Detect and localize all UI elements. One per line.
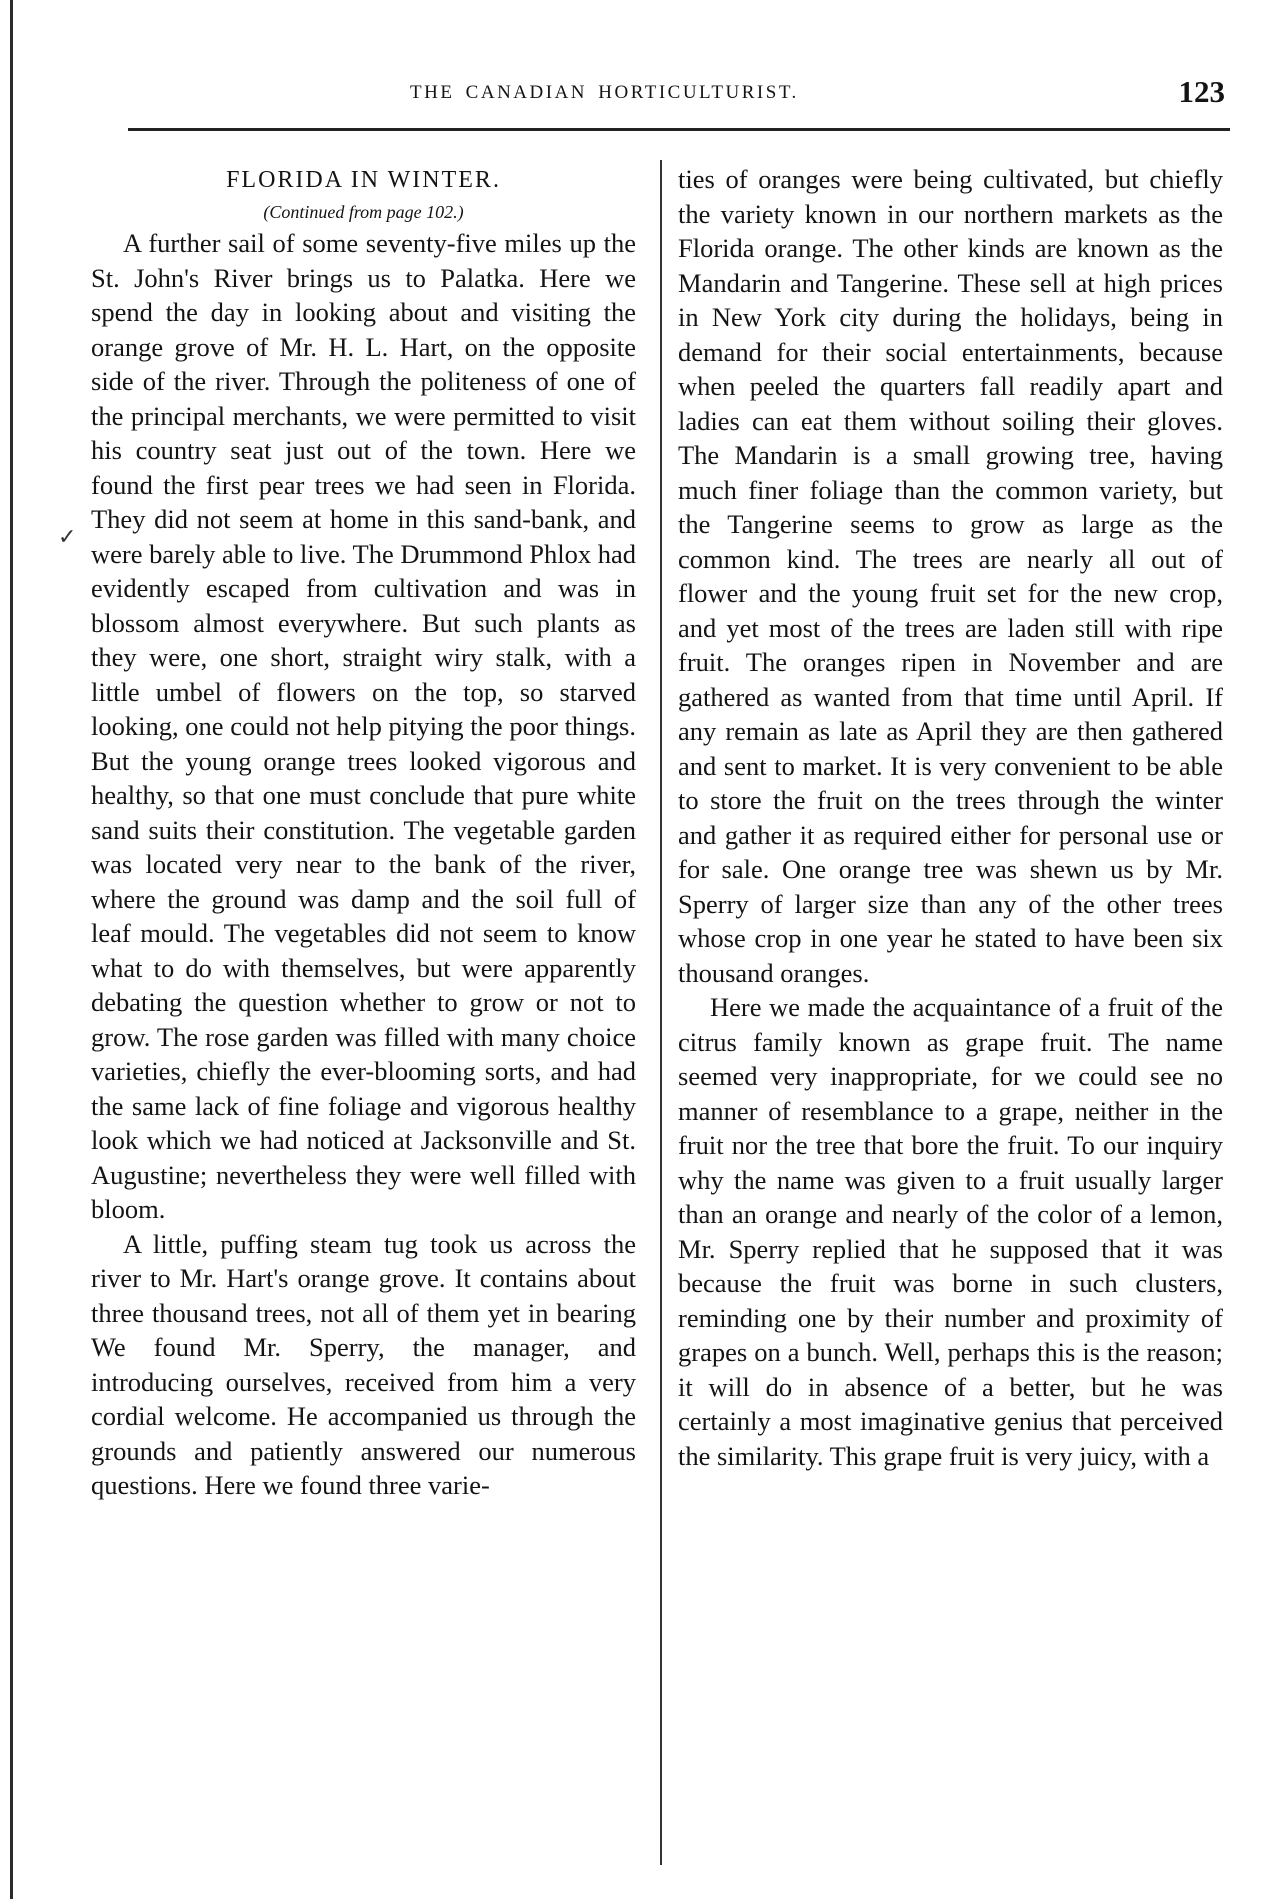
right-column [678,162,1223,1473]
continued-note: (Continued from page 102.) [263,202,464,222]
page-number: 123 [1178,74,1225,109]
header-rule [128,128,1230,131]
paragraph: ties of oranges were being cultivated, but chiefly the variety known in our northern markets as the Florida orange. The other kinds are known as the Mandarin and Tangerine. These sell at high prices in New York city during the holidays, being in demand for their social entertainments, because when peeled the quarters fall readily apart and ladies can eat them without soiling their gloves. The Mandarin is a small growing tree, having much finer foliage than the common variety, but the Tangerine seems to grow as large as the common kind. The trees are nearly all out of flower and the young fruit set for the new crop, and yet most of the trees are laden still with ripe fruit. The oranges ripen in November and are gathered as wanted from that time until April. If any remain as late as April they are then gathered and sent to market. It is very convenient to be able to store the fruit on the trees through the winter and gather it as required either for personal use or for sale. One orange tree was shewn us by Mr. Sperry of larger size than any of the other trees whose crop in one year he stated to have been six thousand oranges. [678,164,1223,988]
page-edge-rule [10,0,13,1899]
paragraph: Here we made the acquaintance of a fruit of the citrus family known as grape fruit. The name seemed very inappropriate, for we could see no manner of resemblance to a grape, neither in the fruit nor the tree that bore the fruit. To our inquiry why the name was given to a fruit usually larger than an orange and nearly of the color of a lemon, Mr. Sperry replied that he supposed that it was because the fruit was borne in such clusters, reminding one by their number and proximity of grapes on a bunch. Well, perhaps this is the reason; it will do in absence of a better, but he was certainly a most imaginative genius that perceived the similarity. This grape fruit is very juicy, with a [678,992,1223,1471]
column-divider [660,160,662,1865]
margin-mark: ✓ [58,524,77,549]
article-title: FLORIDA IN WINTER. [226,167,501,193]
paragraph: A little, puffing steam tug took us across the river to Mr. Hart's orange grove. It contains about three thousand trees, not all of them yet in bearing We found Mr. Sperry, the manager, and introducing ourselves, received from him a very cordial welcome. He accompanied us through the grounds and patiently answered our numerous questions. Here we found three varie- [91,1228,636,1500]
left-column [91,162,636,1503]
running-title: THE CANADIAN HORTICULTURIST. [410,82,799,103]
page-header [130,74,1225,118]
paragraph: A further sail of some seventy-five miles up the St. John's River brings us to Palatka. Here we spend the day in looking about and visiting the orange grove of Mr. H. L. Hart, on the opposite side of the river. Through the politeness of one of the principal merchants, we were permitted to visit his country seat just out of the town. Here we found the first pear trees we had seen in Florida. They did not seem at home in this sand-bank, and were barely able to live. The Drummond Phlox had evidently escaped from cultivation and was in blossom almost everywhere. But such plants as they were, one short, straight wiry stalk, with a little umbel of flowers on the top, so starved looking, one could not help pitying the poor things. But the young orange trees looked vigorous and healthy, so that one must conclude that pure white sand suits their constitution. The vegetable garden was located very near to the bank of the river, where the ground was damp and the soil full of leaf mould. The vegetables did not seem to know what to do with themselves, but were apparently debating the question whether to grow or not to grow. The rose garden was filled with many choice varieties, chiefly the ever-blooming sorts, and had the same lack of fine foliage and vigorous healthy look which we had noticed at Jacksonville and St. Augustine; nevertheless they were well filled with bloom. [91,228,636,1224]
